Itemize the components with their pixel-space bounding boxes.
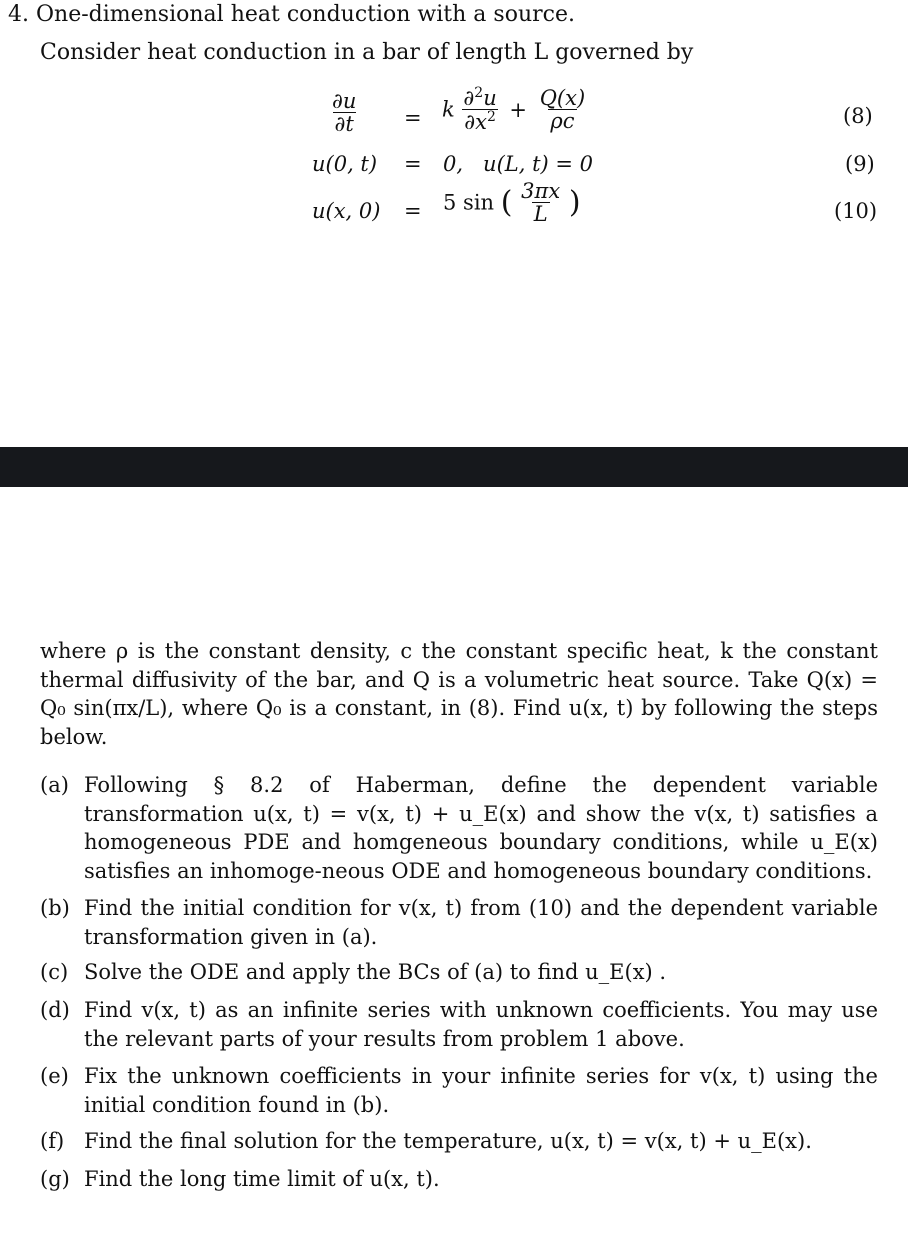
equation-8: [330, 90, 358, 135]
eq10-coef: 5 sin: [443, 190, 495, 215]
eq8-term1-num: ∂: [463, 86, 475, 110]
eq10-equals: =: [404, 199, 422, 223]
eq10-paren-open: (: [500, 185, 513, 221]
list-item-c: [40, 958, 878, 987]
list-item-a: [40, 771, 878, 885]
eq8-term1-den-sup: 2: [486, 109, 496, 126]
eq8-term1-fraction: [461, 86, 498, 133]
eq10-number: (10): [834, 199, 878, 223]
eq10-rhs: [443, 180, 581, 225]
eq8-term1-num-sup: 2: [474, 85, 484, 101]
eq8-lhs-fraction: [330, 90, 358, 135]
item-text: Find the final solution for the temperature, u(x, t) = v(x, t) + u_E(x).: [84, 1129, 812, 1153]
eq10-frac-den: L: [533, 202, 548, 227]
item-label: (g): [40, 1167, 70, 1191]
eq9-lhs: u(0, t): [312, 152, 378, 176]
item-label: (b): [40, 896, 70, 920]
item-label: (e): [40, 1064, 69, 1088]
eq9-number: (9): [845, 152, 875, 176]
redaction-bar: [0, 447, 908, 487]
list-item-d: [40, 996, 878, 1053]
eq8-term2-den: ρc: [550, 109, 575, 134]
list-item-f: [40, 1127, 878, 1156]
eq10-fraction: [519, 180, 562, 225]
problem-heading: 4. One-dimensional heat conduction with a source.: [8, 2, 575, 27]
item-text: Fix the unknown coefficients in your infinite series for v(x, t) using the initial condition found in (b).: [84, 1064, 878, 1117]
item-label: (a): [40, 773, 69, 797]
eq8-lhs-den: ∂t: [334, 112, 354, 137]
eq8-term1-num-var: u: [483, 86, 497, 110]
list-item-e: [40, 1062, 878, 1119]
eq10-lhs: u(x, 0): [312, 199, 381, 223]
intro-text: Consider heat conduction in a bar of length L governed by: [40, 40, 694, 65]
item-text: Solve the ODE and apply the BCs of (a) to find u_E(x) .: [84, 960, 667, 984]
eq8-term2-fraction: [538, 87, 587, 132]
eq8-lhs-num: ∂u: [332, 89, 357, 113]
item-text: Find the long time limit of u(x, t).: [84, 1167, 440, 1191]
list-item-b: [40, 894, 878, 951]
eq8-term2-num: Q(x): [539, 86, 586, 110]
body-paragraph: where ρ is the constant density, c the constant specific heat, k the constant thermal diffusivity of the bar, and Q is a volumetric heat source. Take Q(x) = Q₀ sin(πx/L), where Q₀ is a constant, in (8). Find u(x, t) by following the steps below.: [40, 639, 878, 749]
eq10-paren-close: ): [568, 185, 581, 221]
eq8-coef: k: [442, 97, 455, 122]
item-text: Find v(x, t) as an infinite series with unknown coefficients. You may use the relevant parts of your results from problem 1 above.: [84, 998, 878, 1051]
eq8-term1-den: ∂x: [464, 110, 487, 135]
eq9-rhs: 0, u(L, t) = 0: [443, 152, 594, 176]
item-text: Find the initial condition for v(x, t) from (10) and the dependent variable transformation given in (a).: [84, 896, 878, 949]
eq9-equals: =: [404, 152, 422, 176]
item-label: (d): [40, 998, 70, 1022]
eq8-rhs: [442, 86, 587, 133]
eq8-number: (8): [843, 104, 873, 128]
eq8-equals: =: [404, 106, 422, 130]
eq10-frac-num: 3πx: [521, 179, 561, 203]
item-text: Following § 8.2 of Haberman, define the dependent variable transformation u(x, t) = v(x, t) + u_E(x) and show the v(x, t) satisfies a homogeneous PDE and homgeneous boundary conditions, while u_E(x) satisfies an inhomoge-neous ODE and homogeneous boundary conditions.: [84, 773, 878, 883]
item-label: (c): [40, 960, 69, 984]
eq8-plus: +: [509, 97, 528, 122]
list-item-g: [40, 1165, 878, 1194]
item-label: (f): [40, 1129, 65, 1153]
